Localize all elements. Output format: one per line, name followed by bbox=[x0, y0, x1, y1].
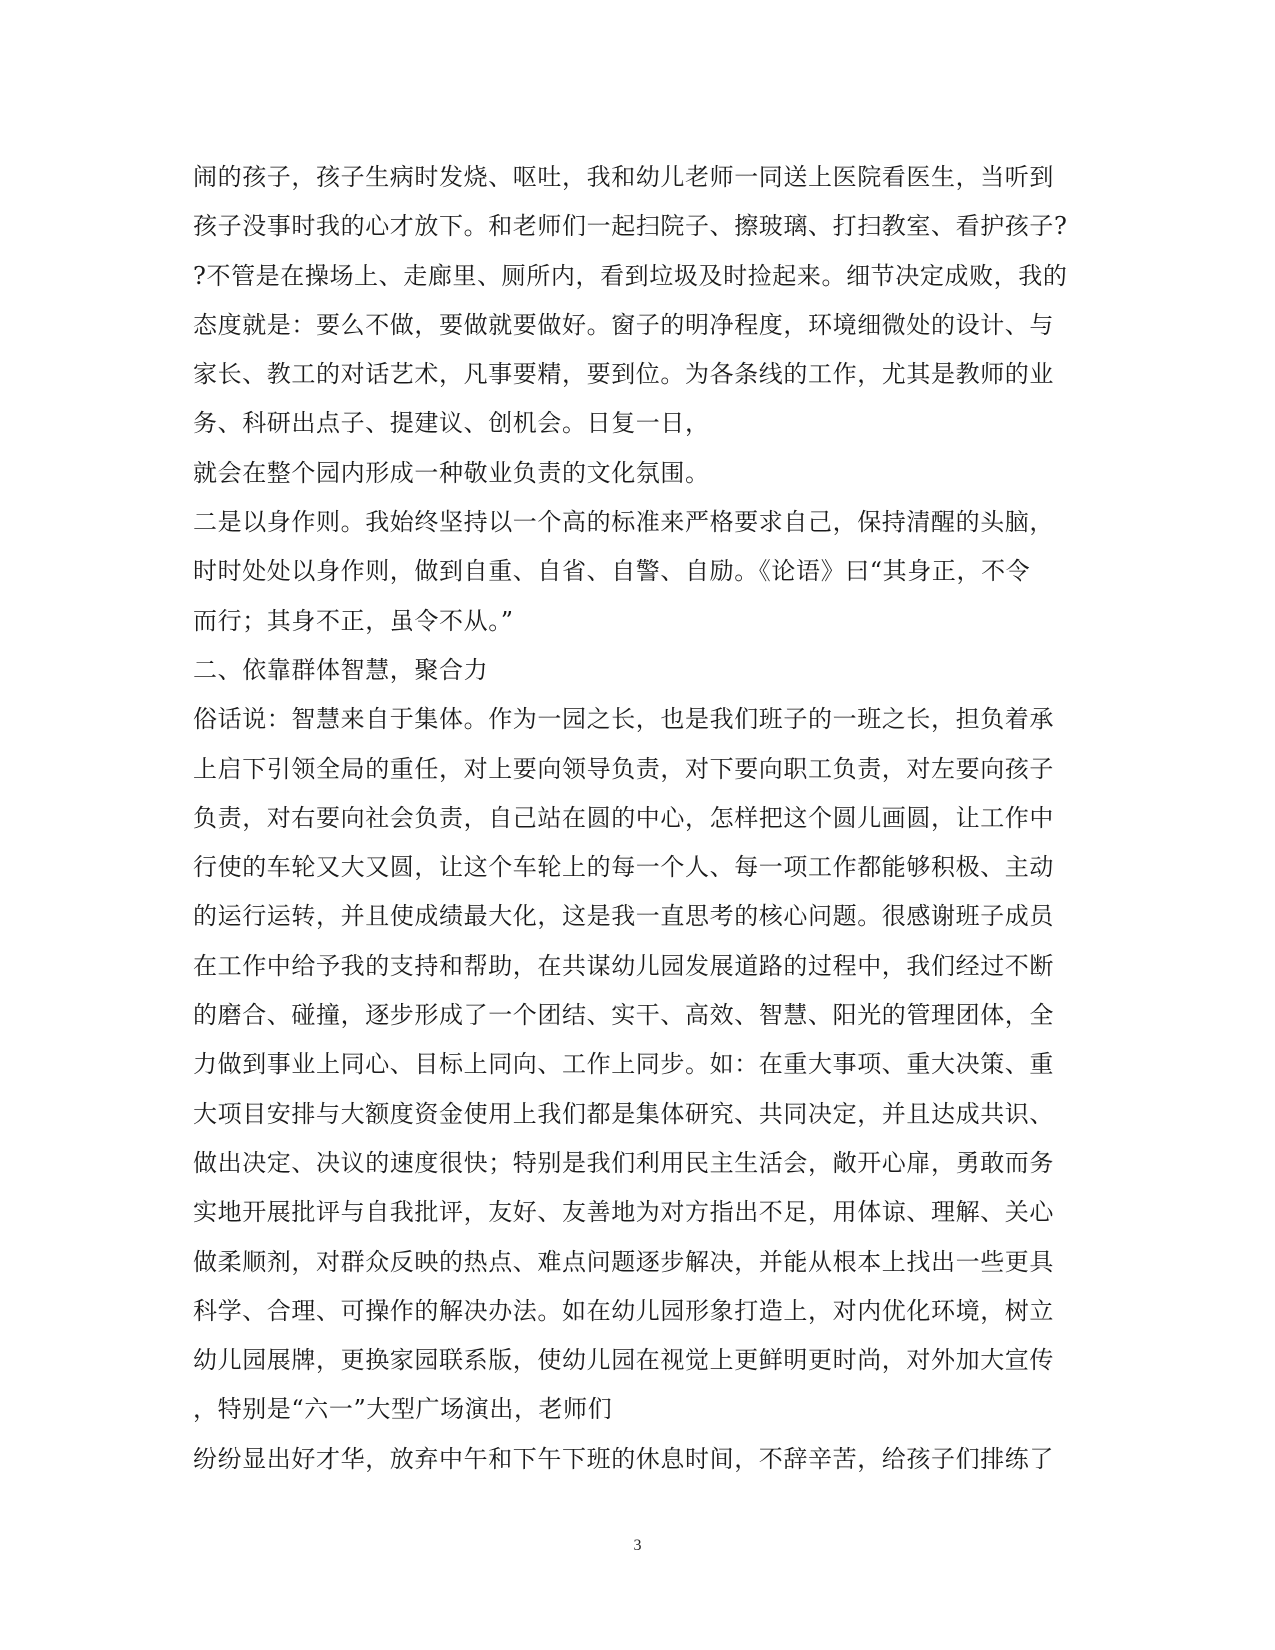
text-line: 俗话说：智慧来自于集体。作为一园之长，也是我们班子的一班之长，担负着承 bbox=[193, 705, 1054, 734]
text-line: 实地开展批评与自我批评，友好、友善地为对方指出不足，用体谅、理解、关心 bbox=[193, 1198, 1054, 1227]
body-text bbox=[193, 153, 1083, 1484]
text-line: 纷纷显出好才华，放弃中午和下午下班的休息时间，不辞辛苦，给孩子们排练了 bbox=[193, 1444, 1054, 1473]
text-line: 幼儿园展牌，更换家园联系版，使幼儿园在视觉上更鲜明更时尚，对外加大宣传 bbox=[193, 1346, 1054, 1375]
text-line: 上启下引领全局的重任，对上要向领导负责，对下要向职工负责，对左要向孩子 bbox=[193, 754, 1054, 783]
text-line: 家长、教工的对话艺术，凡事要精，要到位。为各条线的工作，尤其是教师的业 bbox=[193, 360, 1054, 389]
text-line: 的磨合、碰撞，逐步形成了一个团结、实干、高效、智慧、阳光的管理团体，全 bbox=[193, 1001, 1054, 1030]
text-line: 就会在整个园内形成一种敬业负责的文化氛围。 bbox=[193, 458, 710, 487]
text-line: ?不管是在操场上、走廊里、厕所内，看到垃圾及时捡起来。细节决定成败，我的 bbox=[193, 261, 1068, 290]
text-line: 二是以身作则。我始终坚持以一个高的标准来严格要求自己，保持清醒的头脑， bbox=[193, 508, 1054, 537]
text-line: 务、科研出点子、提建议、创机会。日复一日， bbox=[193, 409, 710, 438]
text-line: 科学、合理、可操作的解决办法。如在幼儿园形象打造上，对内优化环境，树立 bbox=[193, 1296, 1054, 1325]
text-line: 闹的孩子，孩子生病时发烧、呕吐，我和幼儿老师一同送上医院看医生，当听到 bbox=[193, 163, 1054, 191]
text-line: 大项目安排与大额度资金使用上我们都是集体研究、共同决定，并且达成共识、 bbox=[193, 1099, 1054, 1128]
text-line: ，特别是“六一”大型广场演出，老师们 bbox=[193, 1395, 613, 1424]
text-line: 孩子没事时我的心才放下。和老师们一起扫院子、擦玻璃、打扫教室、看护孩子? bbox=[193, 212, 1068, 241]
text-line: 负责，对右要向社会负责，自己站在圆的中心，怎样把这个圆儿画圆，让工作中 bbox=[193, 803, 1054, 832]
text-line: 力做到事业上同心、目标上同向、工作上同步。如：在重大事项、重大决策、重 bbox=[193, 1050, 1054, 1079]
text-line: 做柔顺剂，对群众反映的热点、难点问题逐步解决，并能从根本上找出一些更具 bbox=[193, 1247, 1054, 1276]
text-line: 时时处处以身作则，做到自重、自省、自警、自励。《论语》曰“其身正，不令 bbox=[193, 557, 1031, 586]
section-heading: 二、依靠群体智慧，聚合力 bbox=[193, 655, 489, 684]
text-line: 而行；其身不正，虽令不从。” bbox=[193, 606, 514, 635]
text-line: 在工作中给予我的支持和帮助，在共谋幼儿园发展道路的过程中，我们经过不断 bbox=[193, 951, 1054, 980]
text-line: 做出决定、决议的速度很快；特别是我们利用民主生活会，敞开心扉，勇敢而务 bbox=[193, 1148, 1054, 1177]
page-number: 3 bbox=[633, 1537, 642, 1554]
text-line: 态度就是：要么不做，要做就要做好。窗子的明净程度，环境细微处的设计、与 bbox=[193, 310, 1054, 339]
text-line: 行使的车轮又大又圆，让这个车轮上的每一个人、每一项工作都能够积极、主动 bbox=[193, 853, 1054, 882]
text-line: 的运行运转，并且使成绩最大化，这是我一直思考的核心问题。很感谢班子成员 bbox=[193, 902, 1054, 931]
